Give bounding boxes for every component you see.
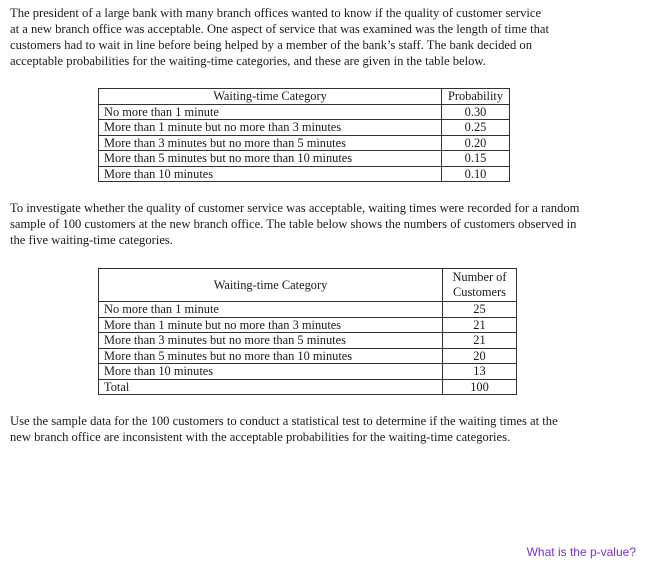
category-cell: No more than 1 minute	[99, 104, 442, 120]
count-cell: 21	[443, 333, 517, 349]
probability-cell: 0.30	[442, 104, 510, 120]
count-cell: 13	[443, 364, 517, 380]
observed-counts-table	[98, 268, 517, 395]
count-cell: 25	[443, 302, 517, 318]
table-row	[99, 135, 510, 151]
category-cell: More than 5 minutes but no more than 10 minutes	[99, 348, 443, 364]
table-row	[99, 151, 510, 167]
table-row	[99, 120, 510, 136]
category-cell: More than 1 minute but no more than 3 minutes	[99, 317, 443, 333]
probability-table	[98, 88, 510, 182]
category-cell: More than 3 minutes but no more than 5 minutes	[99, 135, 442, 151]
intro-paragraph: The president of a large bank with many branch offices wanted to know if the quality of customer service at a new branch office was acceptable. One aspect of service that was examined was the length of time that customers had to wait in line before being helped by a member of the bank’s staff. The bank decided on acceptable probabilities for the waiting-time categories, and these are given in the table below.	[10, 6, 549, 68]
category-cell: More than 3 minutes but no more than 5 minutes	[99, 333, 443, 349]
column-header-category: Waiting-time Category	[99, 269, 443, 302]
probability-cell: 0.25	[442, 120, 510, 136]
table-row	[99, 166, 510, 182]
category-cell: More than 10 minutes	[99, 166, 442, 182]
category-cell: More than 5 minutes but no more than 10 minutes	[99, 151, 442, 167]
method-paragraph: To investigate whether the quality of customer service was acceptable, waiting times were recorded for a random sample of 100 customers at the new branch office. The table below shows the numbers of customers observed in the five waiting-time categories.	[10, 201, 580, 247]
category-cell: More than 1 minute but no more than 3 minutes	[99, 120, 442, 136]
probability-cell: 0.10	[442, 166, 510, 182]
table-row	[99, 333, 517, 349]
total-label-cell: Total	[99, 379, 443, 395]
table-row	[99, 302, 517, 318]
total-count-cell: 100	[443, 379, 517, 395]
table-row	[99, 317, 517, 333]
count-cell: 21	[443, 317, 517, 333]
table-header-row	[99, 269, 517, 302]
column-header-category: Waiting-time Category	[99, 89, 442, 105]
question-prompt: What is the p-value?	[526, 545, 636, 559]
column-header-probability: Probability	[442, 89, 510, 105]
table-header-row	[99, 89, 510, 105]
count-cell: 20	[443, 348, 517, 364]
table-total-row	[99, 379, 517, 395]
category-cell: No more than 1 minute	[99, 302, 443, 318]
probability-cell: 0.20	[442, 135, 510, 151]
category-cell: More than 10 minutes	[99, 364, 443, 380]
column-header-count: Number of Customers	[443, 269, 517, 302]
task-paragraph: Use the sample data for the 100 customers to conduct a statistical test to determine if the waiting times at the new branch office are inconsistent with the acceptable probabilities for the waiting-time categories.	[10, 414, 558, 444]
table-row	[99, 364, 517, 380]
table-row	[99, 348, 517, 364]
table-row	[99, 104, 510, 120]
probability-cell: 0.15	[442, 151, 510, 167]
